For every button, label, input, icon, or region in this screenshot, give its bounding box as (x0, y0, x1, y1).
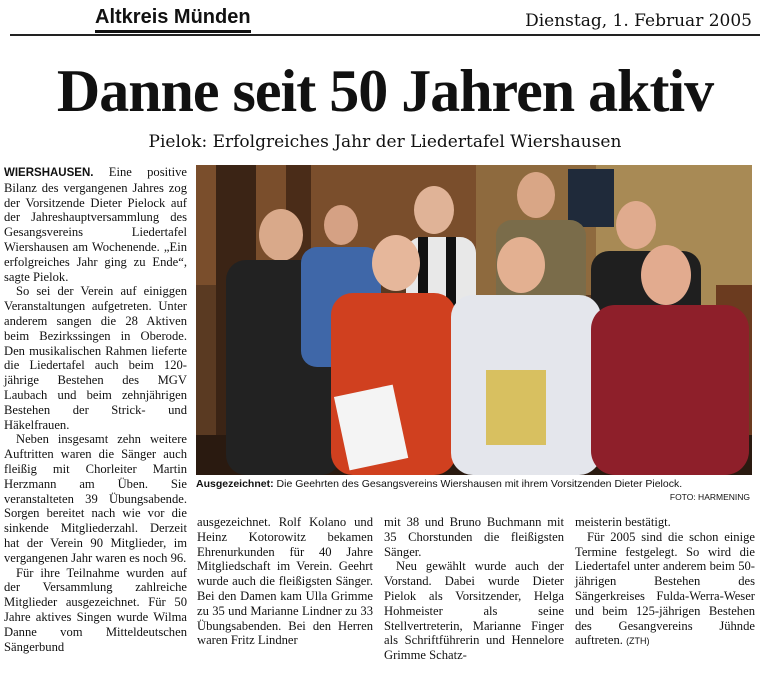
col1-paragraph-4: Für ihre Teilnahme wurden auf der Versammlung zahlreiche Mitglieder ausgezeichnet. Für 50 Jahre aktives Singen wurde Wilma Danne vom Mitteldeutschen Sängerbund (4, 565, 187, 654)
issue-date: Dienstag, 1. Februar 2005 (525, 11, 752, 31)
article-column-2 (197, 515, 373, 648)
section-title: Altkreis Münden (95, 6, 251, 33)
author-signoff: (ZTH) (626, 636, 650, 647)
col4-paragraph-2: Für 2005 sind die schon einige Termine festgelegt. So wird die Liedertafel unter anderem beim 50-jährigen Bestehen des Sängerkreises Fulda-Werra-Weser und beim 125-jährigen Bestehen des Gesangvereins Jühnde auftreten. (575, 529, 755, 648)
headline: Danne seit 50 Jahren aktiv (56, 58, 714, 124)
caption-text: Die Geehrten des Gesangsvereins Wiershausen mit ihrem Vorsitzenden Dieter Pielock. (276, 478, 683, 490)
photo-credit: FOTO: HARMENING (669, 492, 750, 502)
col1-paragraph-2: So sei der Verein auf einiggen Veranstaltungen aufgetreten. Unter anderem sangen die 28 Aktiven beim Bezirkssingen in Oberode. Den musikalischen Rahmen lieferte die Liedertafel auch beim 120-jährige Bestehen des MGV Laubach und beim zehnjährigen Bestehen der Strick- und Häkelfrauen. (4, 284, 187, 432)
photo-caption (196, 478, 752, 491)
group-photo (196, 165, 752, 475)
caption-label: Ausgezeichnet: (196, 478, 274, 490)
header-rule (10, 34, 760, 36)
col4-paragraph-1: meisterin bestätigt. (575, 515, 671, 529)
article-column-3 (384, 515, 564, 663)
col3-paragraph-1: mit 38 und Bruno Buchmann mit 35 Chorstunden die fleißigsten Sänger. (384, 515, 564, 559)
article-column-1 (4, 165, 187, 654)
subheadline: Pielok: Erfolgreiches Jahr der Liedertafel Wiershausen (148, 132, 622, 152)
col1-paragraph-3: Neben insgesamt zehn weitere Auftritten waren die Sänger auch fleißig mit Chorleiter Martin Herzmann am Üben. Sie veranstalteten 39 Übungsabende. Sorgen bereitet nach wie vor die sinkende Mitgliederzahl. Derzeit hat der Verein 90 Mitglieder, im vergangenen Jahr waren es noch 96. (4, 432, 187, 565)
col3-paragraph-2: Neu gewählt wurde auch der Vorstand. Dabei wurde Dieter Pielok als Vorsitzender, Helga Hohmeister als seine Stellvertreterin, Marianne Finger als Schriftführerin und Hennelore Grimme Schatz- (384, 559, 564, 663)
article-column-4 (575, 515, 755, 649)
col2-paragraph: ausgezeichnet. Rolf Kolano und Heinz Kotorowitz bekamen Ehrenurkunden für 40 Jahre Mitgliedschaft im Verein. Geehrt wurde auch die fleißigsten Sänger. Bei den Damen kam Ulla Grimme zu 35 und Marianne Lindner zu 33 Übungsabenden. Bei den Herren waren Fritz Lindner (197, 515, 373, 648)
dateline: WIERSHAUSEN. (4, 167, 94, 179)
col1-paragraph-1: Eine positive Bilanz des vergangenen Jahres zog der Vorsitzende Dieter Pielock auf der Jahreshauptversammlung des Gesangsvereins Liedertafel Wiershausen am Wochenende. „Ein erfolgreiches Jahr ging zu Ende“, sagte Pielok. (4, 165, 187, 284)
